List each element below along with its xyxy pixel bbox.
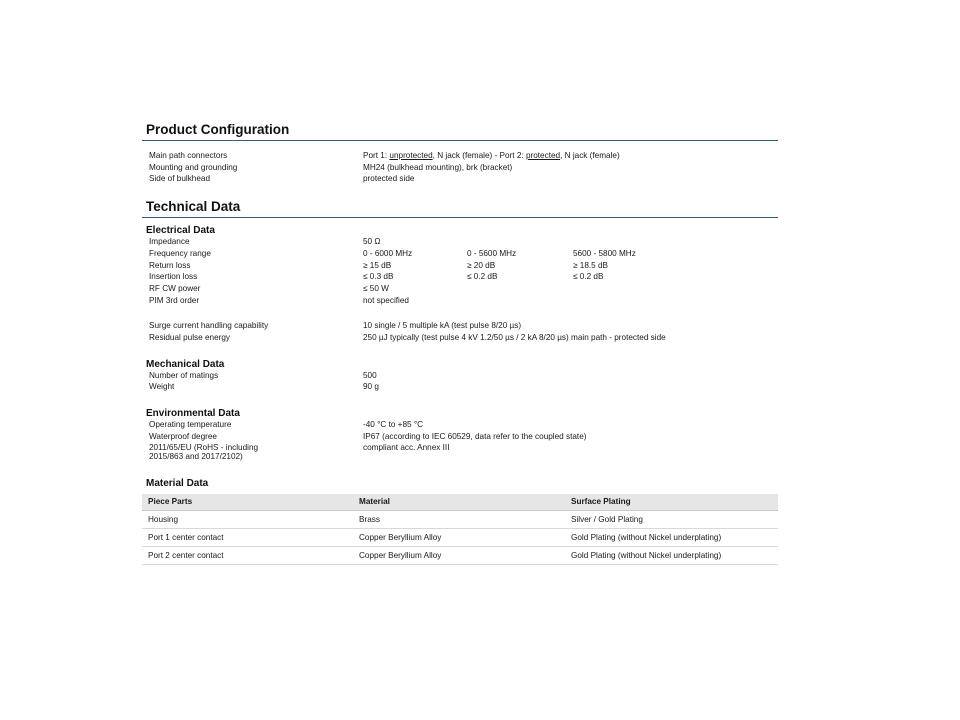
datasheet	[142, 118, 778, 565]
electrical-data-title: Electrical Data	[146, 225, 215, 237]
table-cell: Port 2 center contact	[142, 546, 353, 564]
row-value: protected side	[363, 174, 415, 184]
column-header: Piece Parts	[142, 494, 353, 511]
row-value: MH24 (bulkhead mounting), brk (bracket)	[363, 162, 513, 172]
table-cell: Gold Plating (without Nickel underplating)	[565, 528, 778, 546]
spec-row-rf-power: RF CW power ≤ 50 W	[149, 283, 389, 293]
technical-data-title: Technical Data	[146, 199, 241, 215]
row-label: Mounting and grounding	[149, 162, 238, 172]
table-row	[142, 546, 778, 564]
spec-row-matings: Number of matings 500	[149, 370, 377, 380]
column-header: Surface Plating	[565, 494, 778, 511]
table-cell: Housing	[142, 510, 353, 528]
material-table	[142, 494, 778, 565]
spec-row-impedance: Impedance 50 Ω	[149, 237, 381, 247]
spec-row-weight: Weight 90 g	[149, 382, 379, 392]
mechanical-data-title: Mechanical Data	[146, 358, 225, 370]
environmental-data-title: Environmental Data	[146, 408, 240, 420]
row-label: Side of bulkhead	[149, 174, 210, 184]
config-row	[142, 173, 778, 185]
config-row	[142, 150, 778, 162]
spec-row-temperature: Operating temperature -40 °C to +85 °C	[149, 420, 424, 430]
table-cell: Copper Beryllium Alloy	[353, 528, 565, 546]
row-label: Main path connectors	[149, 151, 228, 160]
column-header: Material	[353, 494, 565, 511]
table-header-row	[142, 494, 778, 511]
spec-row-return-loss: Return loss ≥ 15 dB ≥ 20 dB ≥ 18.5 dB	[149, 260, 608, 270]
spec-row-residual: Residual pulse energy 250 µJ typically (test pulse 4 kV 1.2/50 µs / 2 kA 8/20 µs) main path - protected side	[149, 333, 666, 343]
product-configuration-title: Product Configuration	[146, 122, 290, 137]
spec-row-rohs: 2011/65/EU (RoHS - including 2015/863 and 2017/2102) compliant acc. Annex III	[149, 442, 450, 462]
spec-row-insertion-loss: Insertion loss ≤ 0.3 dB ≤ 0.2 dB ≤ 0.2 dB	[149, 272, 604, 282]
table-row	[142, 510, 778, 528]
material-data-title: Material Data	[146, 477, 209, 489]
spec-row-pim: PIM 3rd order not specified	[149, 295, 409, 305]
table-cell: Silver / Gold Plating	[565, 510, 778, 528]
table-cell: Gold Plating (without Nickel underplating)	[565, 546, 778, 564]
row-value: Port 1: unprotected, N jack (female) - Port 2: protected, N jack (female)	[363, 151, 620, 160]
table-row	[142, 528, 778, 546]
table-cell: Brass	[353, 510, 565, 528]
config-row	[142, 162, 778, 174]
table-cell: Copper Beryllium Alloy	[353, 546, 565, 564]
spec-row-frequency: Frequency range 0 - 6000 MHz 0 - 5600 MHz 5600 - 5800 MHz	[149, 248, 636, 258]
spec-row-surge: Surge current handling capability 10 single / 5 multiple kA (test pulse 8/20 µs)	[149, 321, 522, 331]
section-divider	[142, 140, 778, 141]
section-divider	[142, 217, 778, 218]
spec-row-waterproof: Waterproof degree IP67 (according to IEC 60529, data refer to the coupled state)	[149, 431, 587, 441]
table-cell: Port 1 center contact	[142, 528, 353, 546]
